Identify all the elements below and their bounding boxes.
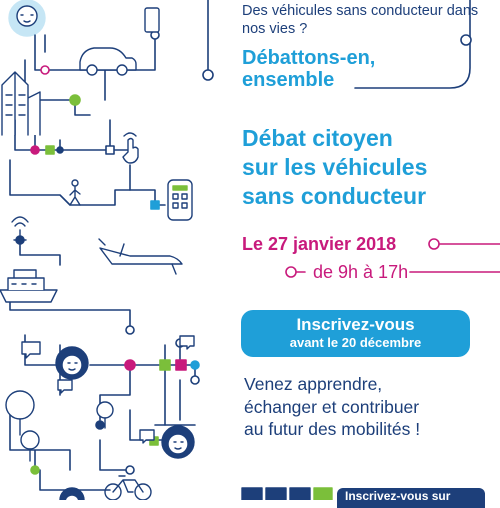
event-date: Le 27 janvier 2018 xyxy=(242,234,397,254)
car-icon xyxy=(80,48,136,75)
remote-control-icon xyxy=(168,180,192,220)
header-slogan xyxy=(242,47,482,91)
title-line-3: sans conducteur xyxy=(242,183,427,209)
wifi-antenna-icon xyxy=(12,217,28,240)
qr-code-icon xyxy=(242,488,332,500)
header-tagline: Des véhicules sans conducteur dans nos vies ? xyxy=(242,3,479,37)
register-web-link[interactable]: Inscrivez-vous sur xyxy=(337,488,485,508)
touch-icon xyxy=(123,133,138,163)
title-line-2: sur les véhicules xyxy=(242,154,428,180)
slogan-line-1: Débattons-en, xyxy=(242,47,376,69)
person-icon xyxy=(9,0,45,36)
bicycle-icon xyxy=(105,476,151,500)
register-button[interactable] xyxy=(241,310,470,357)
pedestrian-icon xyxy=(70,180,80,205)
chat-bubble-icon xyxy=(22,336,194,443)
title-line-1: Débat citoyen xyxy=(242,125,393,151)
event-hours: de 9h à 17h xyxy=(313,262,409,282)
outro-line-2: échanger et contribuer xyxy=(244,396,420,417)
outro-line-1: Venez apprendre, xyxy=(244,374,383,394)
outro-line-3: au futur des mobilités ! xyxy=(244,419,421,439)
smartphone-icon xyxy=(145,8,159,32)
event-title xyxy=(242,124,492,211)
skyscraper-icon xyxy=(2,72,40,135)
woman-face-icon xyxy=(56,347,194,500)
register-deadline: avant le 20 décembre xyxy=(289,335,422,350)
slogan-line-2: ensemble xyxy=(242,69,335,91)
ferry-icon xyxy=(0,270,57,302)
outro-text xyxy=(244,373,484,441)
aircraft-icon xyxy=(99,239,182,274)
register-button-label: Inscrivez-vous xyxy=(296,315,415,334)
